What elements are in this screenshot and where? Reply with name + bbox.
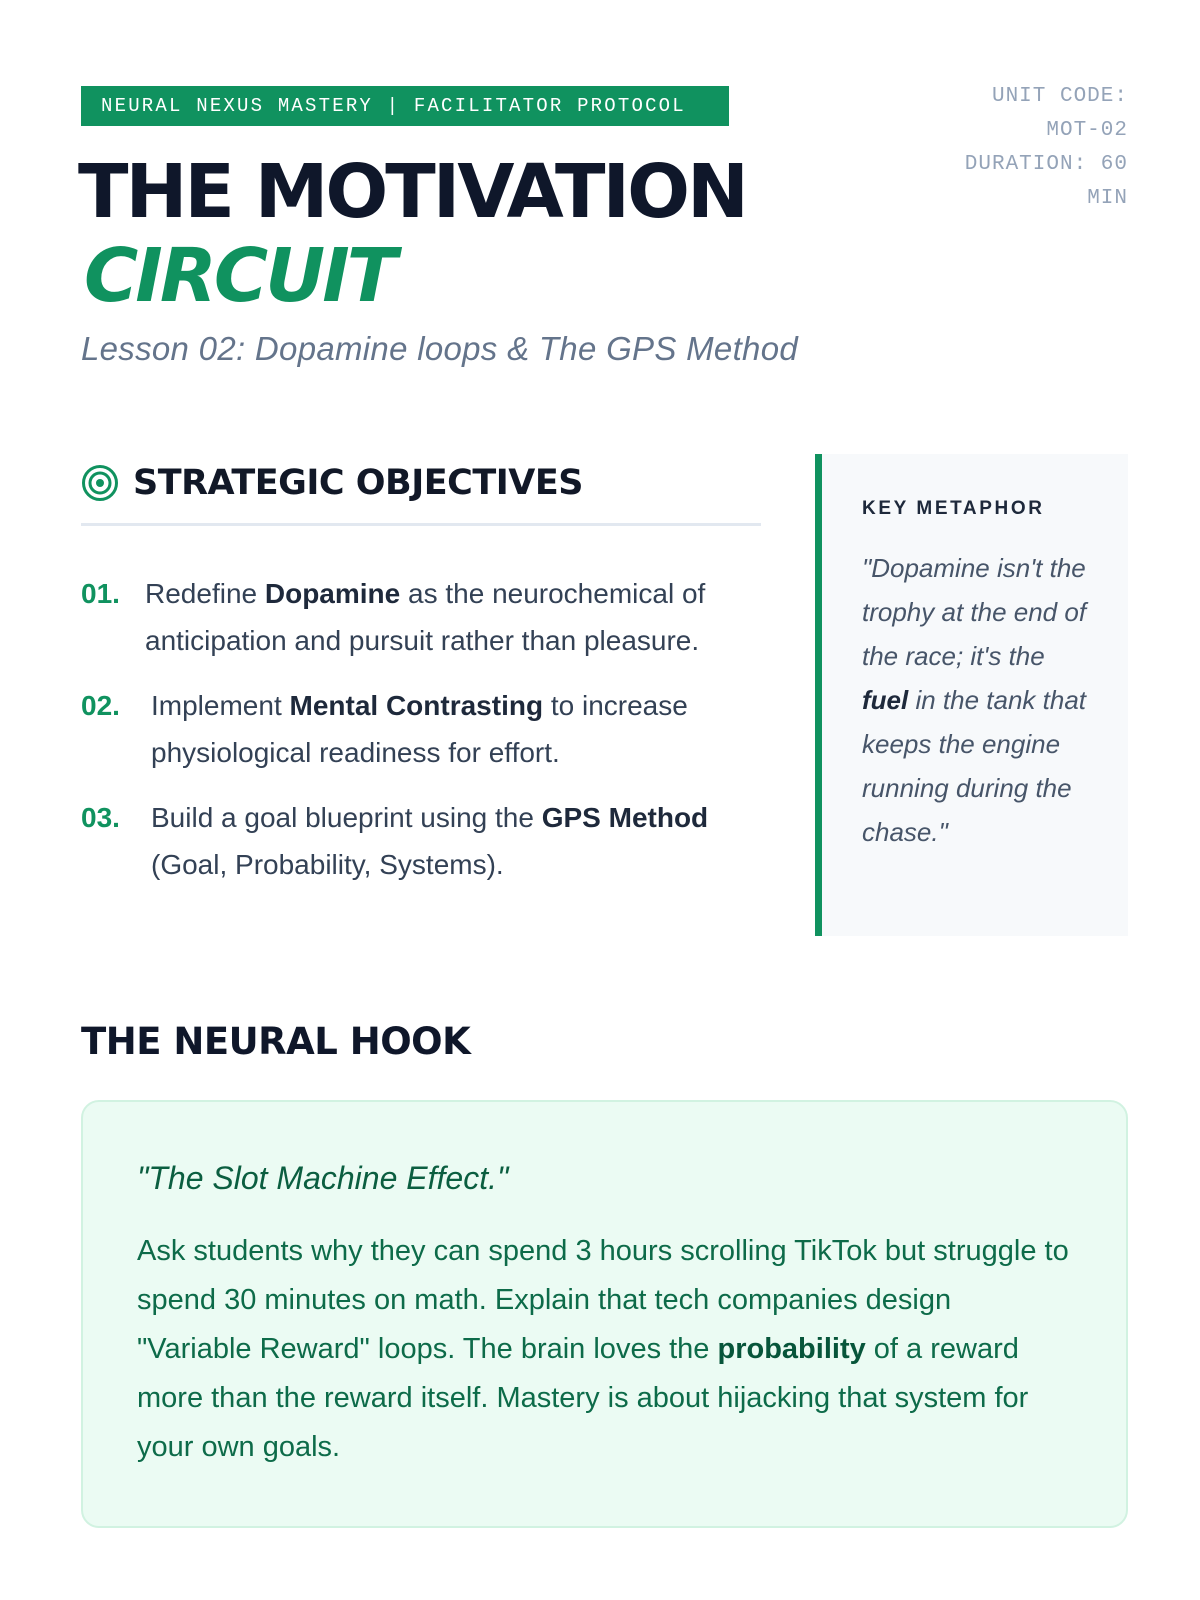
- objectives-heading-text: STRATEGIC OBJECTIVES: [133, 462, 583, 503]
- unit-code-label: UNIT CODE:: [991, 85, 1128, 108]
- objective-item: [81, 794, 761, 888]
- unit-meta: [908, 80, 1128, 216]
- objective-text: Build a goal blueprint using the GPS Method (Goal, Probability, Systems).: [151, 802, 709, 880]
- metaphor-keyword: fuel: [862, 685, 909, 715]
- objective-keyword: Mental Contrasting: [289, 690, 544, 721]
- objective-number: 01.: [81, 578, 120, 609]
- page-title: [78, 150, 746, 318]
- neural-hook-heading: THE NEURAL HOOK: [81, 1020, 471, 1063]
- lesson-subtitle: Lesson 02: Dopamine loops & The GPS Method: [81, 330, 799, 367]
- objectives-heading: [81, 454, 761, 526]
- objective-text: Implement Mental Contrasting to increase physiological readiness for effort.: [151, 690, 688, 768]
- key-metaphor-label: KEY METAPHOR: [862, 498, 1045, 519]
- unit-code-value: MOT-02: [1046, 119, 1128, 142]
- duration-label: DURATION: 60: [964, 153, 1128, 176]
- title-line-2: CIRCUIT: [84, 233, 395, 319]
- title-line-1: THE MOTIVATION: [78, 149, 746, 235]
- hook-keyword: probability: [717, 1333, 866, 1365]
- objective-keyword: GPS Method: [541, 802, 709, 833]
- neural-hook-body: Ask students why they can spend 3 hours scrolling TikTok but struggle to spend 30 minutes on math. Explain that tech companies design "Variable Reward" loops. The brain loves the probability of a reward more than the reward itself. Mastery is about hijacking that system for your own goals.: [137, 1235, 1069, 1463]
- objective-keyword: Dopamine: [264, 578, 401, 609]
- objective-number: 02.: [81, 690, 120, 721]
- neural-hook-title: "The Slot Machine Effect.": [137, 1160, 509, 1196]
- objective-number: 03.: [81, 802, 120, 833]
- target-icon: [81, 464, 119, 502]
- objective-item: [81, 570, 761, 664]
- key-metaphor-card: [815, 454, 1128, 936]
- key-metaphor-quote: "Dopamine isn't the trophy at the end of the race; it's the fuel in the tank that keeps the engine running during the chase.": [862, 553, 1087, 847]
- objective-text: Redefine Dopamine as the neurochemical of anticipation and pursuit rather than pleasure.: [145, 578, 706, 656]
- neural-hook-card: [81, 1100, 1128, 1528]
- objective-item: [81, 682, 761, 776]
- objectives-list: [81, 570, 761, 888]
- objectives-section: [81, 454, 761, 906]
- duration-unit: MIN: [1087, 187, 1128, 210]
- protocol-badge: NEURAL NEXUS MASTERY | FACILITATOR PROTOCOL: [81, 86, 729, 126]
